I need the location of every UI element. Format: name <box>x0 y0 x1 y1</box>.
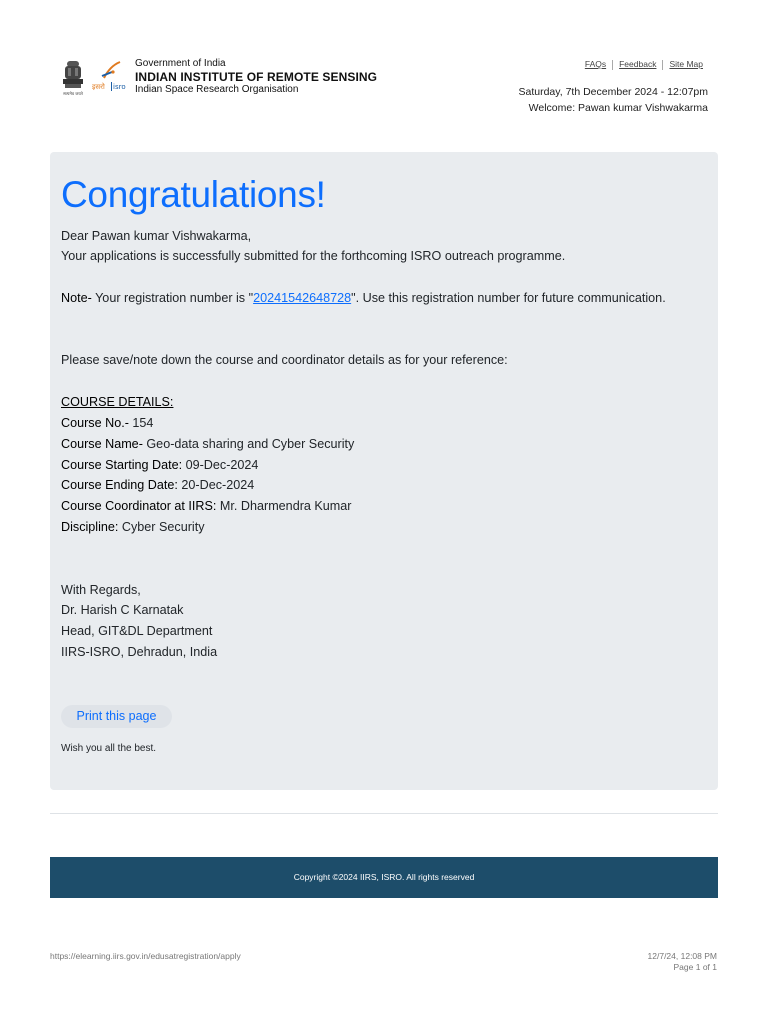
success-message: Your applications is successfully submitted for the forthcoming ISRO outreach programme. <box>61 249 566 263</box>
signatory-org: IIRS-ISRO, Dehradun, India <box>61 645 218 659</box>
page-title: Congratulations! <box>61 174 326 215</box>
course-end-value: 20-Dec-2024 <box>177 478 255 492</box>
current-date: Saturday, 7th December 2024 - 12:07pm <box>518 86 708 98</box>
course-end-date <box>61 478 254 492</box>
emblem-caption: सत्यमेव जयते <box>63 91 83 96</box>
feedback-link[interactable]: Feedback <box>619 59 657 69</box>
course-details-heading: COURSE DETAILS: <box>61 395 174 409</box>
signatory-title: Head, GIT&DL Department <box>61 624 213 638</box>
site-map-link[interactable]: Site Map <box>669 59 703 69</box>
national-emblem-icon <box>58 58 88 98</box>
gov-line: Government of India <box>135 58 226 69</box>
course-start-label: Course Starting Date: <box>61 458 183 472</box>
print-meta <box>648 951 717 972</box>
link-divider <box>612 60 613 70</box>
course-coord-label: Course Coordinator at IIRS: <box>61 499 217 513</box>
institute-name: INDIAN INSTITUTE OF REMOTE SENSING <box>135 70 378 84</box>
course-disc-value: Cyber Security <box>118 520 205 534</box>
course-coordinator <box>61 499 351 513</box>
site-header <box>50 50 718 130</box>
print-datetime: 12/7/24, 12:08 PM <box>647 951 717 961</box>
course-name-label: Course Name- <box>61 437 143 451</box>
course-end-label: Course Ending Date: <box>61 478 178 492</box>
course-name-value: Geo-data sharing and Cyber Security <box>142 437 355 451</box>
registration-number-link[interactable]: 20241542648728 <box>253 291 352 305</box>
note-prefix: Your registration number is " <box>91 291 254 305</box>
welcome-user: Welcome: Pawan kumar Vishwakarma <box>528 102 708 114</box>
wish-message: Wish you all the best. <box>61 743 157 754</box>
regards: With Regards, <box>61 583 141 597</box>
faqs-link[interactable]: FAQs <box>584 59 607 69</box>
save-note: Please save/note down the course and coordinator details as for your reference: <box>61 353 508 367</box>
course-start-date <box>61 458 258 472</box>
print-page-number: Page 1 of 1 <box>673 961 717 972</box>
course-no-label: Course No.- <box>61 416 129 430</box>
note-suffix: ". Use this registration number for future communication. <box>351 291 666 305</box>
course-coord-value: Mr. Dharmendra Kumar <box>216 499 352 513</box>
course-start-value: 09-Dec-2024 <box>182 458 259 472</box>
greeting: Dear Pawan kumar Vishwakarma, <box>61 229 252 243</box>
isro-en-text: isro <box>113 83 126 91</box>
course-name <box>61 437 354 451</box>
org-name: Indian Space Research Organisation <box>135 84 299 96</box>
note-label: Note- <box>61 291 92 305</box>
divider <box>50 813 718 814</box>
course-discipline <box>61 520 205 534</box>
link-divider <box>662 60 663 70</box>
copyright-text: Copyright ©2024 IIRS, ISRO. All rights reserved <box>293 872 475 882</box>
org-name-block <box>135 58 377 96</box>
print-url: https://elearning.iirs.gov.in/edusatregistration/apply <box>50 951 241 961</box>
site-footer <box>50 857 718 898</box>
signatory-name: Dr. Harish C Karnatak <box>61 603 184 617</box>
print-page-button[interactable]: Print this page <box>61 705 172 728</box>
confirmation-card <box>50 152 718 790</box>
course-number <box>61 416 153 430</box>
registration-note <box>61 291 666 305</box>
course-no-value: 154 <box>128 416 154 430</box>
top-links <box>585 59 703 70</box>
course-disc-label: Discipline: <box>61 520 119 534</box>
isro-hindi-text: इसरो <box>92 83 105 91</box>
